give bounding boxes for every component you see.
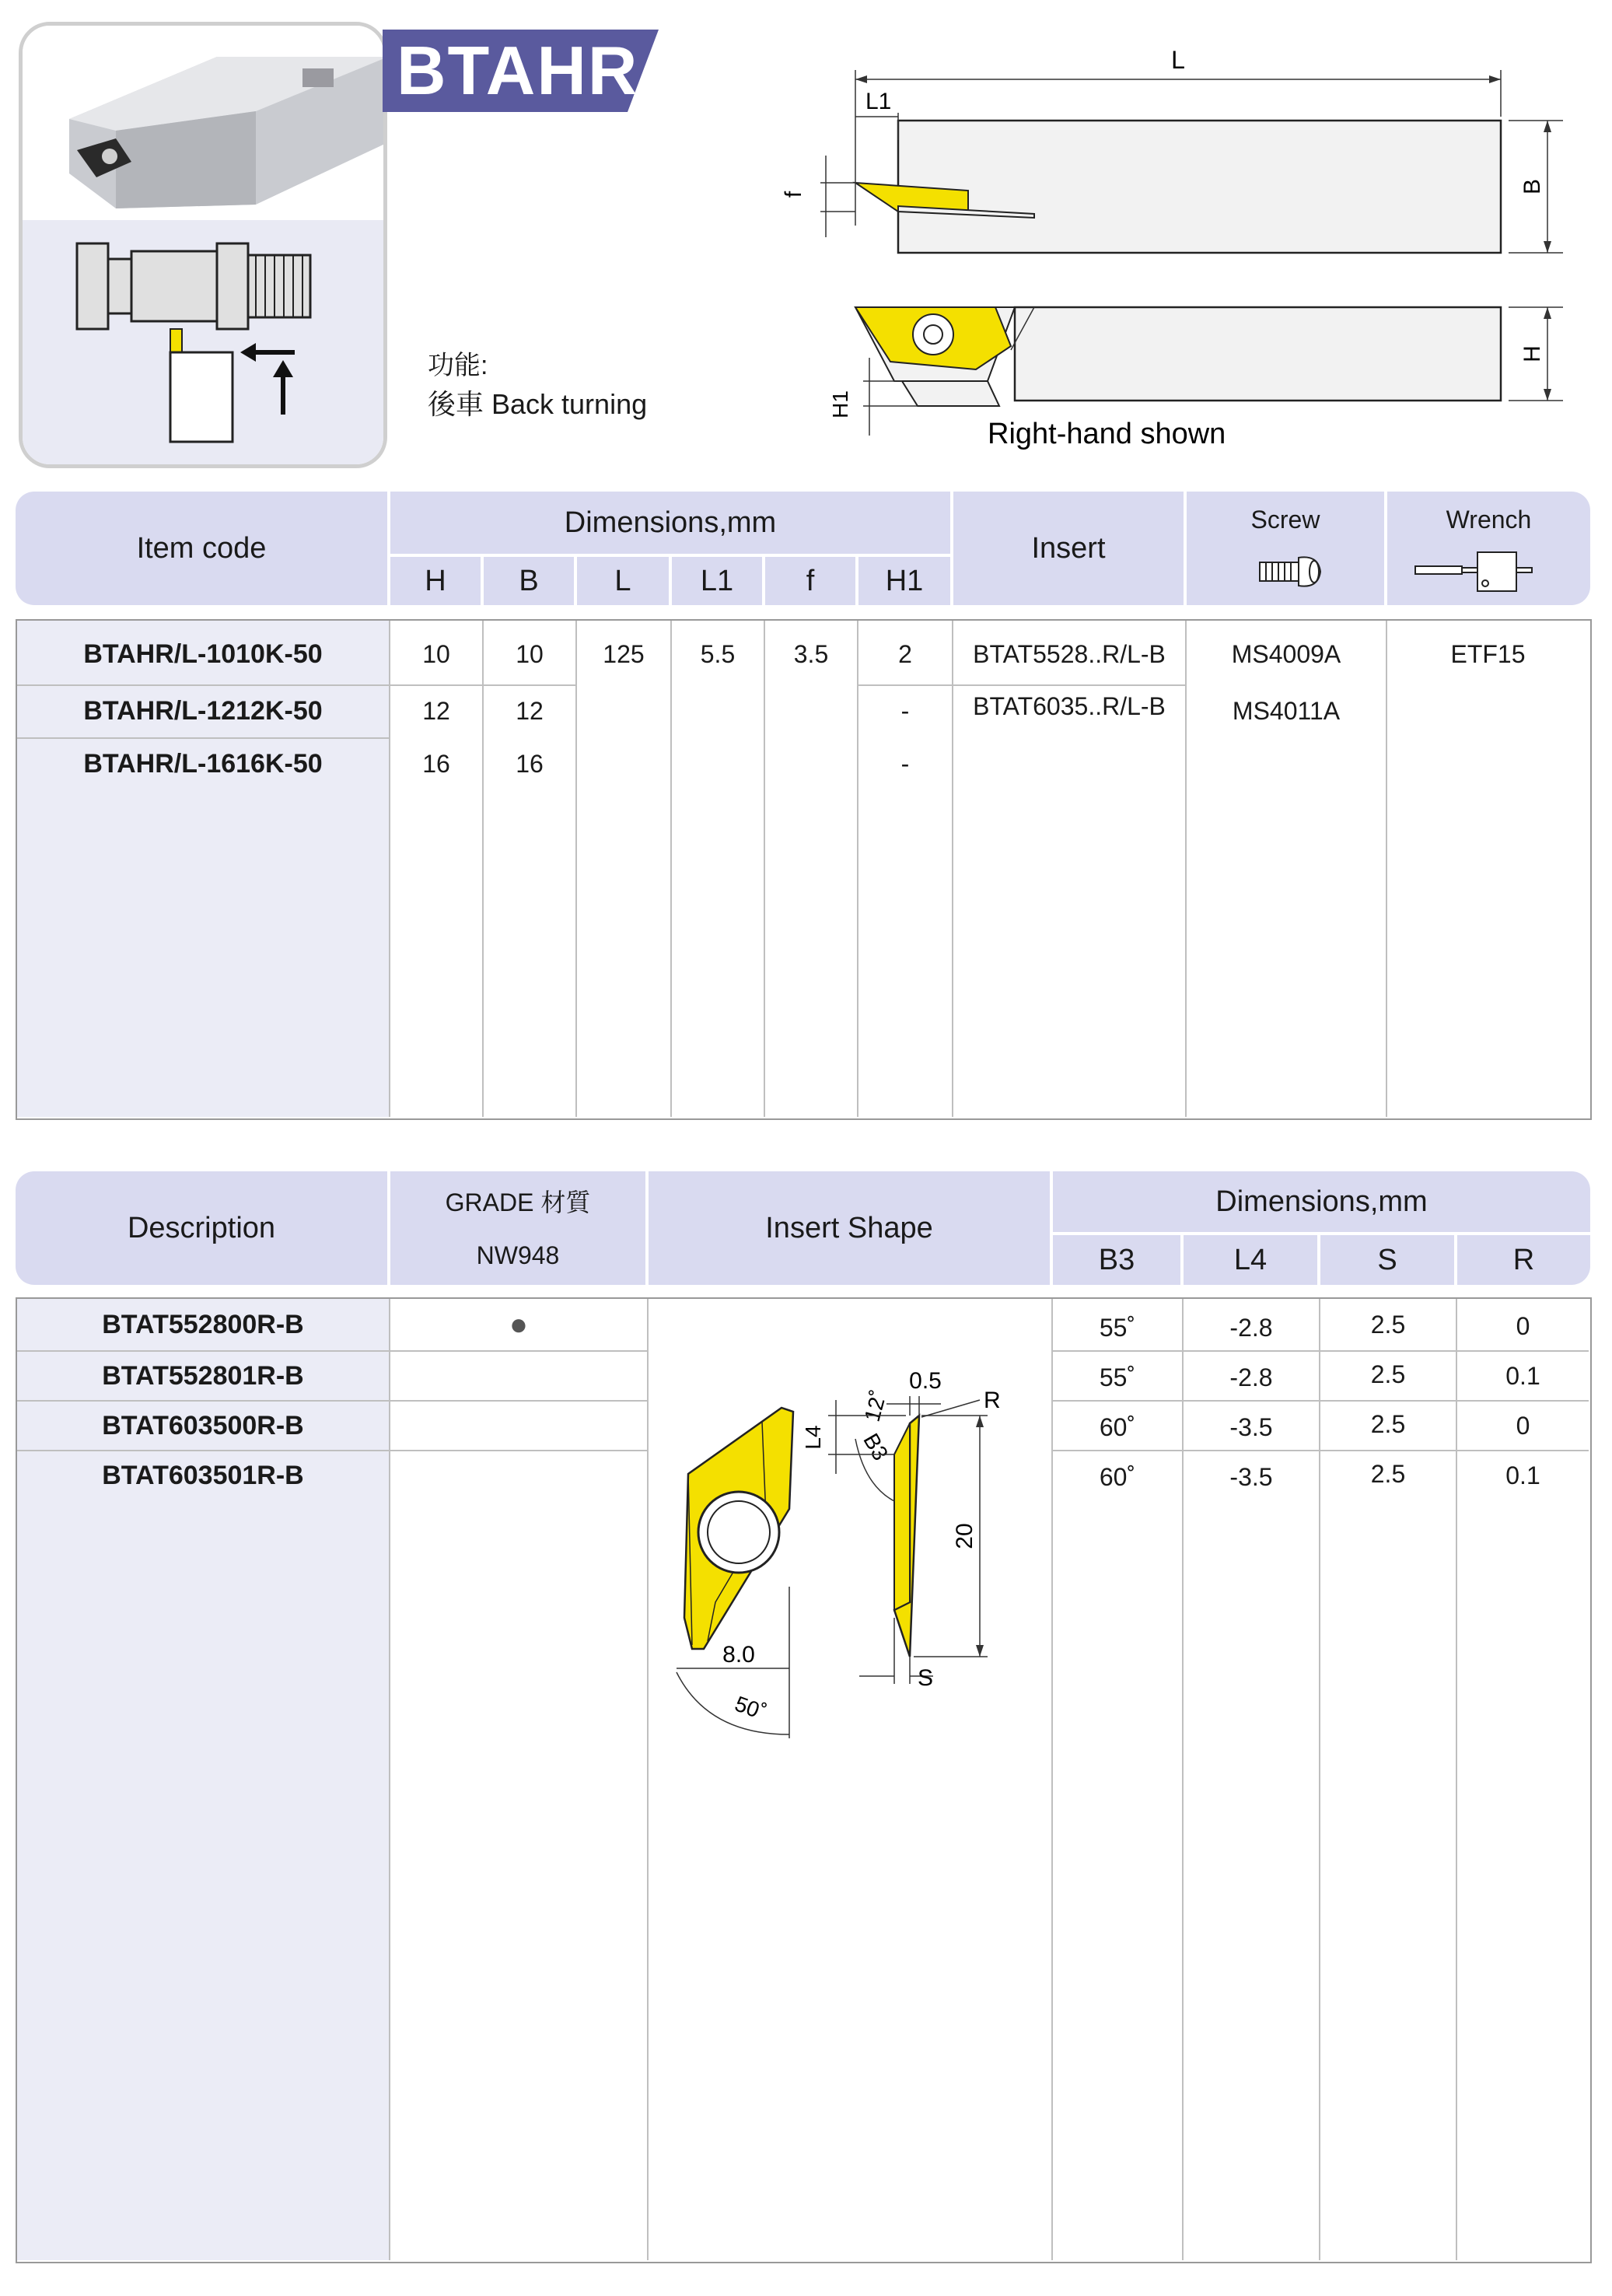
list-item-description: BTAT603500R-B — [102, 1410, 304, 1440]
insert-shape-drawing — [661, 1322, 1042, 1758]
list-item-description: BTAT552800R-B — [102, 1309, 304, 1339]
header-col-L1: L1 — [700, 564, 734, 597]
table-cell-L1: 5.5 — [700, 639, 736, 668]
table-cell-L: 125 — [603, 639, 645, 668]
table-cell-R: 0 — [1516, 1411, 1530, 1440]
header-grade: GRADE 材質 — [445, 1188, 591, 1216]
header-wrench: Wrench — [1446, 505, 1532, 534]
table-cell-B3: 55˚ — [1099, 1313, 1136, 1342]
header-insert-shape: Insert Shape — [765, 1211, 933, 1244]
table-cell-S: 2.5 — [1370, 1310, 1406, 1339]
table-cell-screw: MS4009A — [1231, 639, 1341, 668]
header-item-code: Item code — [136, 531, 267, 565]
header-col-f: f — [806, 564, 815, 597]
dim-B-label: B — [1519, 178, 1545, 195]
table-cell-B: 10 — [516, 639, 544, 668]
product-image-panel — [19, 22, 387, 468]
table-row-code: BTAHR/L-1010K-50 — [83, 639, 323, 669]
title-banner — [383, 30, 659, 112]
table-cell-B3: 60˚ — [1099, 1412, 1136, 1441]
table-cell-insert: BTAT6035..R/L-B — [973, 691, 1166, 720]
screw-icon — [1252, 548, 1330, 595]
dim-L-label: L — [1171, 46, 1185, 74]
header-col-L4: L4 — [1233, 1243, 1268, 1276]
function-value: 後車 Back turning — [428, 388, 648, 420]
header-grade-code: NW948 — [476, 1241, 560, 1269]
dim-H-label: H — [1519, 345, 1545, 362]
table-row-code: BTAHR/L-1212K-50 — [83, 695, 323, 726]
list-item-description: BTAT603501R-B — [102, 1460, 304, 1490]
header-insert-dimensions: Dimensions,mm — [1215, 1185, 1428, 1218]
table-cell-insert: BTAT5528..R/L-B — [973, 639, 1166, 668]
B3-label: B3 — [858, 1429, 893, 1465]
table-cell-H1: - — [900, 749, 910, 778]
table-cell-f: 3.5 — [793, 639, 829, 668]
table-cell-L4: -3.5 — [1229, 1412, 1273, 1441]
table-cell-R: 0 — [1516, 1311, 1530, 1340]
angle-50-label: 50˚ — [731, 1691, 770, 1725]
table-cell-B: 16 — [516, 749, 544, 778]
table-cell-H1: - — [900, 696, 910, 725]
table-cell-L4: -3.5 — [1229, 1462, 1273, 1491]
table-cell-screw: MS4011A — [1232, 696, 1341, 725]
table-cell-H1: 2 — [898, 639, 912, 668]
table-cell-R: 0.1 — [1505, 1361, 1540, 1390]
dim-R-label: R — [984, 1388, 1001, 1413]
holder-dimension-drawing — [778, 39, 1586, 459]
grade-mark: ● — [509, 1307, 529, 1342]
dim-20-label: 20 — [952, 1523, 977, 1549]
wrench-icon — [1411, 544, 1551, 599]
table-cell-H: 12 — [422, 696, 450, 725]
table-cell-H: 10 — [422, 639, 450, 668]
header-col-H1: H1 — [885, 564, 924, 597]
table-cell-wrench: ETF15 — [1450, 639, 1526, 668]
table-row-code: BTAHR/L-1616K-50 — [83, 748, 323, 779]
dim-8-label: 8.0 — [722, 1642, 755, 1668]
right-hand-caption: Right-hand shown — [988, 418, 1226, 450]
dim-f-label: f — [781, 191, 806, 198]
table-cell-S: 2.5 — [1370, 1409, 1406, 1438]
page-title: BTAHR — [397, 32, 639, 109]
dim-H1-label: H1 — [828, 390, 852, 418]
header-col-S: S — [1377, 1243, 1397, 1276]
table-cell-S: 2.5 — [1370, 1360, 1406, 1388]
header-dimensions: Dimensions,mm — [564, 506, 777, 539]
header-col-R: R — [1512, 1243, 1535, 1276]
tool-holder-photo — [23, 26, 383, 464]
header-screw: Screw — [1250, 505, 1320, 534]
angle-12-label: 12˚ — [859, 1387, 892, 1425]
function-label: 功能: — [428, 351, 488, 380]
header-col-L: L — [614, 564, 631, 597]
header-col-B3: B3 — [1098, 1243, 1135, 1276]
dim-S-label: S — [918, 1665, 934, 1691]
table-cell-L4: -2.8 — [1229, 1363, 1273, 1391]
dim-L4-label: L4 — [801, 1425, 825, 1450]
header-col-H: H — [425, 564, 446, 597]
list-item-description: BTAT552801R-B — [102, 1360, 304, 1391]
header-insert: Insert — [1031, 531, 1106, 565]
header-description: Description — [127, 1211, 276, 1244]
table-cell-B: 12 — [516, 696, 544, 725]
table-cell-R: 0.1 — [1505, 1461, 1540, 1489]
dim-L1-label: L1 — [865, 89, 892, 114]
table-cell-B3: 55˚ — [1099, 1363, 1136, 1391]
table-cell-B3: 60˚ — [1099, 1462, 1136, 1491]
header-col-B: B — [519, 564, 539, 597]
table-cell-L4: -2.8 — [1229, 1313, 1273, 1342]
table-cell-H: 16 — [422, 749, 450, 778]
dim-05-label: 0.5 — [909, 1368, 942, 1394]
table-cell-S: 2.5 — [1370, 1459, 1406, 1488]
